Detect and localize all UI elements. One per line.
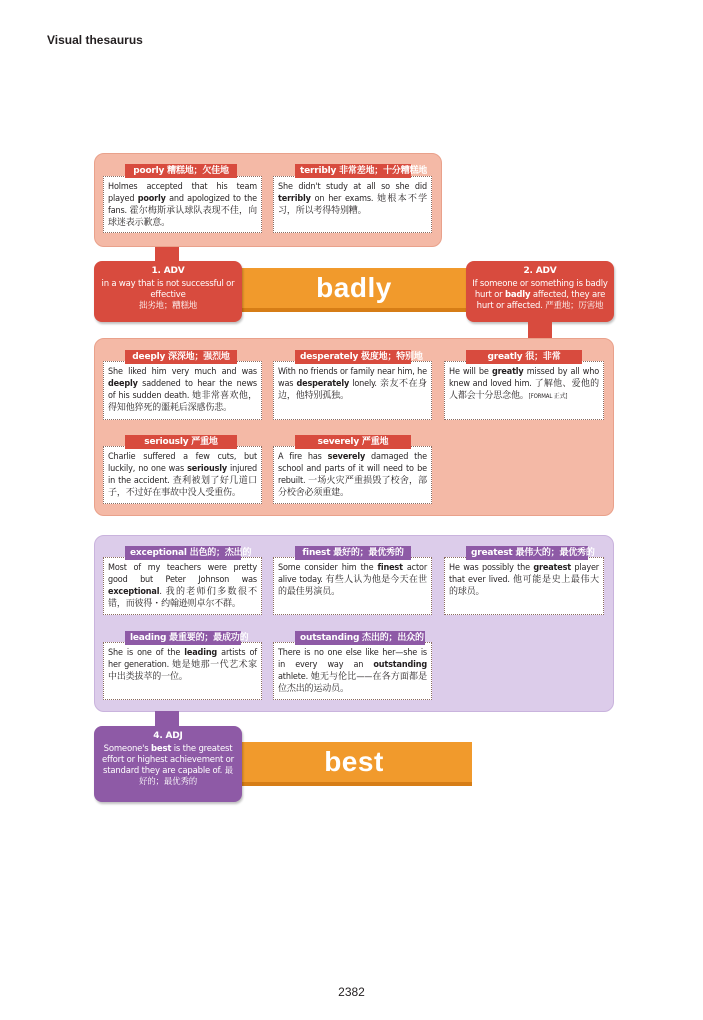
synonym-label-terribly: terribly 非常差地；十分糟糕地 <box>295 164 411 178</box>
synonym-card-exceptional: Most of my teachers were pretty good but Peter Johnson was exceptional. 我的老师们多数很不错，而彼得・约翰逊则卓尔不群。 <box>103 557 262 615</box>
sense-gloss-1: 拙劣地；糟糕地 <box>138 301 198 311</box>
synonym-card-greatly: He will be greatly missed by all who knew and loved him. 了解他、爱他的人都会十分思念他。[FORMAL 正式] <box>444 361 604 420</box>
headword-best: best <box>324 746 384 777</box>
sense-definition-1: in a way that is not successful or effective <box>101 279 235 300</box>
synonym-label-severely: severely 严重地 <box>295 435 411 449</box>
synonym-label-greatly: greatly 很；非常 <box>466 350 582 364</box>
synonym-card-desperately: With no friends or family near him, he was desperately lonely. 亲友不在身边，他特别孤独。 <box>273 361 432 420</box>
connector-tab-sense-4 <box>155 711 179 727</box>
synonym-card-terribly: She didn't study at all so she did terribly on her exams. 她根本不学习，所以考得特别糟。 <box>273 176 432 233</box>
connector-tab-sense-1 <box>155 247 179 261</box>
synonym-card-finest: Some consider him the finest actor alive today. 有些人认为他是今天在世的最佳男演员。 <box>273 557 432 615</box>
connector-tab-sense-2 <box>528 322 552 339</box>
sense-box-badly-1 <box>94 261 242 322</box>
synonym-card-seriously: Charlie suffered a few cuts, but luckily, no one was seriously injured in the accident. 查利被划了好几道口子，不过好在事故中没人受重伤。 <box>103 446 262 504</box>
page-title: Visual thesaurus <box>47 33 143 47</box>
synonym-label-deeply: deeply 深深地；强烈地 <box>125 350 237 364</box>
synonym-label-seriously: seriously 严重地 <box>125 435 237 449</box>
sense-number-2: 2. ADV <box>523 266 557 276</box>
headword-bar-badly <box>236 268 472 312</box>
synonym-label-exceptional: exceptional 出色的；杰出的 <box>125 546 241 560</box>
synonym-card-severely: A fire has severely damaged the school and parts of it will need to be rebuilt. 一场火灾严重损毁了校舍，部分校舍必须重建。 <box>273 446 432 504</box>
synonym-label-desperately: desperately 极度地；特别地 <box>295 350 411 364</box>
synonym-label-outstanding: outstanding 杰出的；出众的 <box>295 631 425 645</box>
synonym-label-finest: finest 最好的；最优秀的 <box>295 546 411 560</box>
synonym-card-outstanding: There is no one else like her—she is in every way an outstanding athlete. 她无与伦比——在各方面都是位杰出的运动员。 <box>273 642 432 700</box>
synonym-label-greatest: greatest 最伟大的；最优秀的 <box>466 546 588 560</box>
sense-box-badly-2: 2. ADV If someone or something is badly hurt or badly affected, they are hurt or affected. 严重地；厉害地 <box>466 261 614 322</box>
register-note-formal: [FORMAL 正式] <box>528 393 568 400</box>
sense-number-1: 1. ADV <box>151 266 185 276</box>
synonym-card-poorly: Holmes accepted that his team played poorly and apologized to the fans. 霍尔梅斯承认球队表现不佳，向球迷表示歉意。 <box>103 176 262 233</box>
headword-bar-best <box>236 742 472 786</box>
synonym-card-greatest: He was possibly the greatest player that ever lived. 他可能是史上最伟大的球员。 <box>444 557 604 615</box>
synonym-card-deeply: She liked him very much and was deeply saddened to hear the news of his sudden death. 她非常喜欢他，得知他猝死的噩耗后深感伤悲。 <box>103 361 262 420</box>
sense-box-best-4: 4. ADJ Someone's best is the greatest effort or highest achievement or standard they are capable of. 最好的；最优秀的 <box>94 726 242 802</box>
headword-badly: badly <box>316 272 392 303</box>
page-number: 2382 <box>338 985 365 999</box>
synonym-label-poorly: poorly 糟糕地；欠佳地 <box>125 164 237 178</box>
synonym-label-leading: leading 最重要的；最成功的 <box>125 631 241 645</box>
sense-number-4: 4. ADJ <box>153 731 183 741</box>
synonym-card-leading: She is one of the leading artists of her generation. 她是她那一代艺术家中出类拔萃的一位。 <box>103 642 262 700</box>
